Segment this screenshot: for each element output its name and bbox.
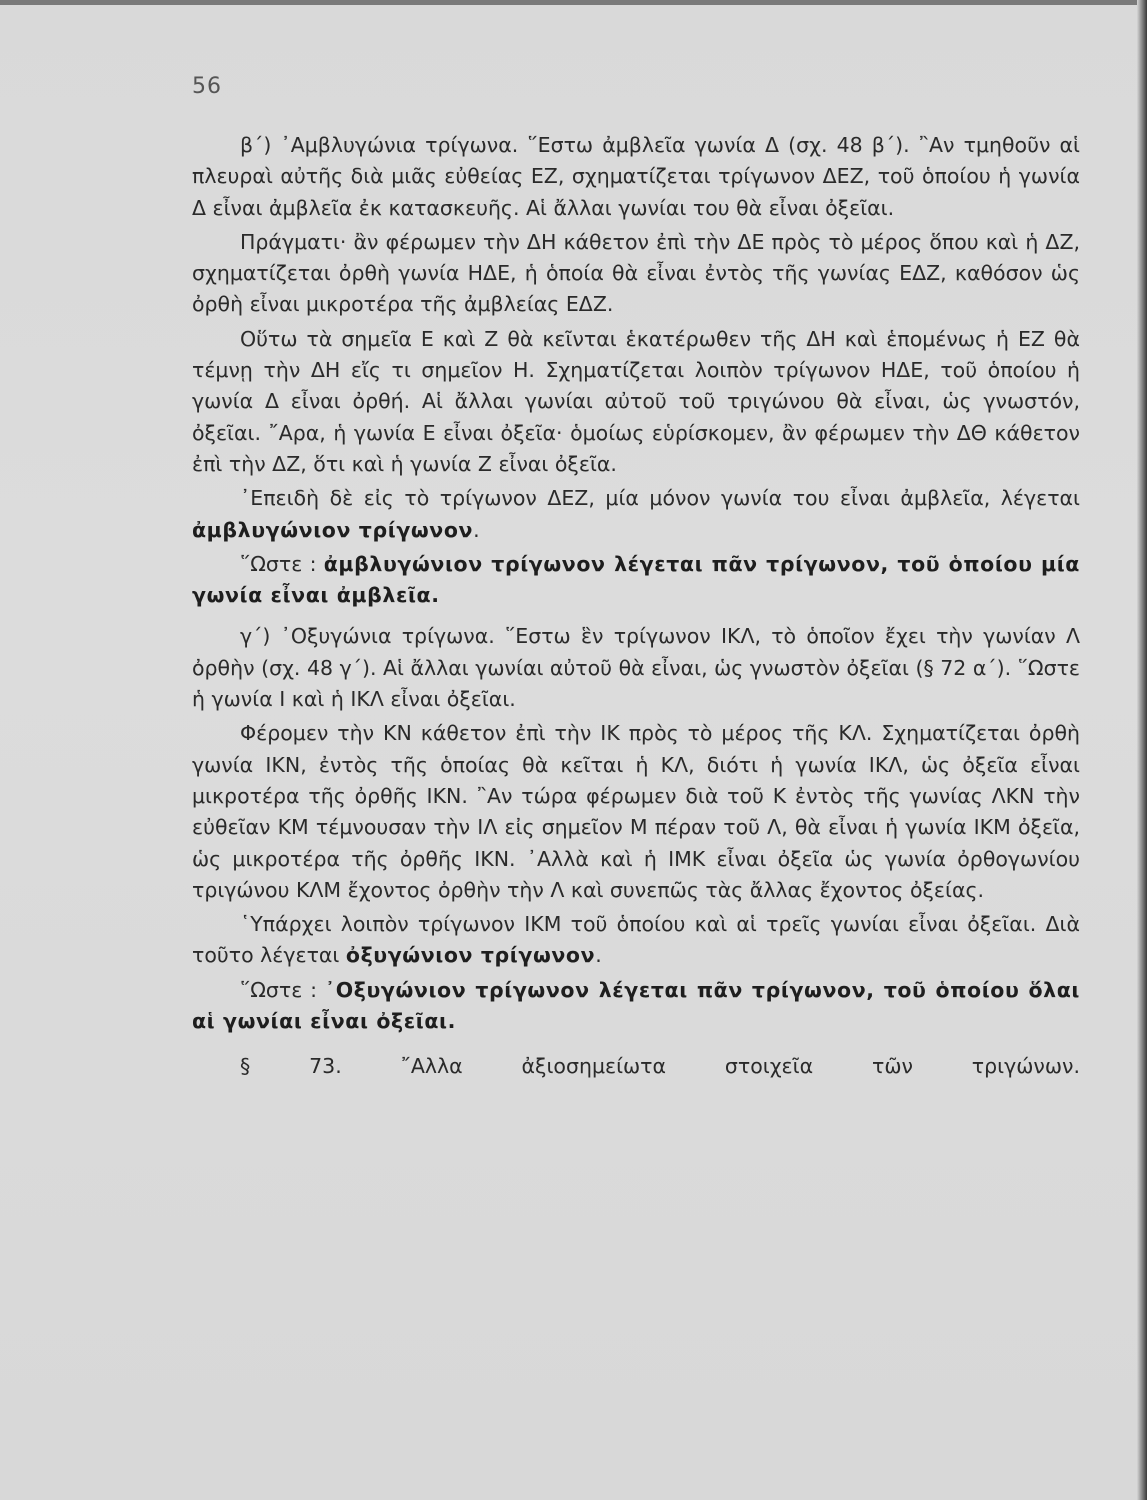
paragraph-acute-proof: Φέρομεν τὴν ΚΝ κάθετον ἐπὶ τὴν ΙΚ πρὸς τὸ μέρος τῆς ΚΛ. Σχηματίζεται ὀρθὴ γωνία ΙΚΝ, ἐντὸς τῆς ὁποίας θὰ κεῖται ἡ ΚΛ, διότι ἡ γωνία ΙΚΛ, ὡς ὀξεῖα εἶναι μικροτέρα τῆς ὀρθῆς ΙΚΝ. ῍Αν τώρα φέρωμεν διὰ τοῦ Κ ἐντὸς τῆς γωνίας ΛΚΝ τὴν εὐθεῖαν ΚΜ τέμνουσαν τὴν ΙΛ εἰς σημεῖον Μ πέραν τοῦ Λ, θὰ εἶναι ἡ γωνία ΙΚΜ ὀξεῖα, ὡς μικροτέρα τῆς ὀρθῆς ΙΚΝ. ᾿Αλλὰ καὶ ἡ ΙΜΚ εἶναι ὀξεῖα ὡς γωνία ὀρθογωνίου τριγώνου ΚΛΜ ἔχοντος ὀρθὴν τὴν Λ καὶ συνεπῶς τὰς ἄλλας ἔχοντος ὀξείας. <box>192 721 1080 902</box>
paragraph-obtuse-proof-cont: Οὕτω τὰ σημεῖα Ε καὶ Ζ θὰ κεῖνται ἑκατέρωθεν τῆς ΔΗ καὶ ἑπομένως ἡ ΕΖ θὰ τέμνῃ τὴν ΔΗ εἴς τι σημεῖον Η. Σχηματίζεται λοιπὸν τρίγωνον ΗΔΕ, τοῦ ὁποίου ἡ γωνία Δ εἶναι ὀρθή. Αἱ ἄλλαι γωνίαι αὐτοῦ τοῦ τριγώνου θὰ εἶναι, ὡς γνωστόν, ὀξεῖαι. ῎Αρα, ἡ γωνία Ε εἶναι ὀξεῖα· ὁμοίως εὑρίσκομεν, ἂν φέρωμεν τὴν ΔΘ κάθετον ἐπὶ τὴν ΔΖ, ὅτι καὶ ἡ γωνία Ζ εἶναι ὀξεῖα. <box>192 326 1080 476</box>
paragraph-obtuse-proof: Πράγματι· ἂν φέρωμεν τὴν ΔΗ κάθετον ἐπὶ τὴν ΔΕ πρὸς τὸ μέρος ὅπου καὶ ἡ ΔΖ, σχηματίζεται ὀρθὴ γωνία ΗΔΕ, ἡ ὁποία θὰ εἶναι ἐντὸς τῆς γωνίας ΕΔΖ, καθόσον ὡς ὀρθὴ εἶναι μικροτέρα τῆς ἀμβλείας ΕΔΖ. <box>192 229 1080 317</box>
term-acute-triangle: ὀξυγώνιον τρίγωνον <box>345 943 596 968</box>
paragraph-text: . <box>595 943 602 968</box>
paragraph-acute-intro: γ΄) ᾿Οξυγώνια τρίγωνα. ῞Εστω ἓν τρίγωνον ΙΚΛ, τὸ ὁποῖον ἔχει τὴν γωνίαν Λ ὀρθὴν (σχ. 48 γ΄). Αἱ ἄλλαι γωνίαι αὐτοῦ θὰ εἶναι, ὡς γνωστὸν ὀξεῖαι (§ 72 α΄). ῞Ωστε ἡ γωνία Ι καὶ ἡ ΙΚΛ εἶναι ὀξεῖαι. <box>192 624 1080 712</box>
page-binding-shadow <box>1137 0 1147 1500</box>
definition-text: ᾿Οξυγώνιον τρίγωνον λέγεται πᾶν τρίγωνον, τοῦ ὁποίου ὅλαι αἱ γωνίαι εἶναι ὀξεῖαι. <box>192 977 1080 1034</box>
paragraph-text: ῾Υπάρχει λοιπὸν τρίγωνον ΙΚΜ τοῦ ὁποίου καὶ αἱ τρεῖς γωνίαι εἶναι ὀξεῖαι. Διὰ τοῦτο λέγεται <box>192 912 1080 968</box>
definition-text: ἀμβλυγώνιον τρίγωνον λέγεται πᾶν τρίγωνον, τοῦ ὁποίου μία γωνία εἶναι ἀμβλεῖα. <box>192 551 1080 608</box>
page-number: 56 <box>192 74 222 99</box>
body-text <box>192 130 1080 1083</box>
definition-lead: ῞Ωστε : <box>240 551 324 576</box>
paragraph-acute-naming <box>192 909 1080 972</box>
definition-acute-triangle <box>192 975 1080 1038</box>
paragraph-obtuse-naming <box>192 483 1080 546</box>
paragraph-text: . <box>473 517 480 542</box>
definition-lead: ῞Ωστε : <box>240 977 325 1002</box>
term-obtuse-triangle: ἀμβλυγώνιον τρίγωνον <box>192 517 474 542</box>
definition-obtuse-triangle <box>192 549 1080 612</box>
section-heading-73: § 73. ῎Αλλα ἀξιοσημείωτα στοιχεῖα τῶν τριγώνων. <box>240 1054 1080 1079</box>
paragraph-obtuse-intro: β΄) ᾿Αμβλυγώνια τρίγωνα. ῞Εστω ἀμβλεῖα γωνία Δ (σχ. 48 β΄). ῍Αν τμηθοῦν αἱ πλευραὶ αὐτῆς διὰ μιᾶς εὐθείας ΕΖ, σχηματίζεται τρίγωνον ΔΕΖ, τοῦ ὁποίου ἡ γωνία Δ εἶναι ἀμβλεῖα ἐκ κατασκευῆς. Αἱ ἄλλαι γωνίαι του θὰ εἶναι ὀξεῖαι. <box>192 133 1080 220</box>
paragraph-text: ᾿Επειδὴ δὲ εἰς τὸ τρίγωνον ΔΕΖ, μία μόνον γωνία του εἶναι ἀμβλεῖα, λέγεται <box>240 486 1080 511</box>
page-top-edge <box>0 0 1147 5</box>
